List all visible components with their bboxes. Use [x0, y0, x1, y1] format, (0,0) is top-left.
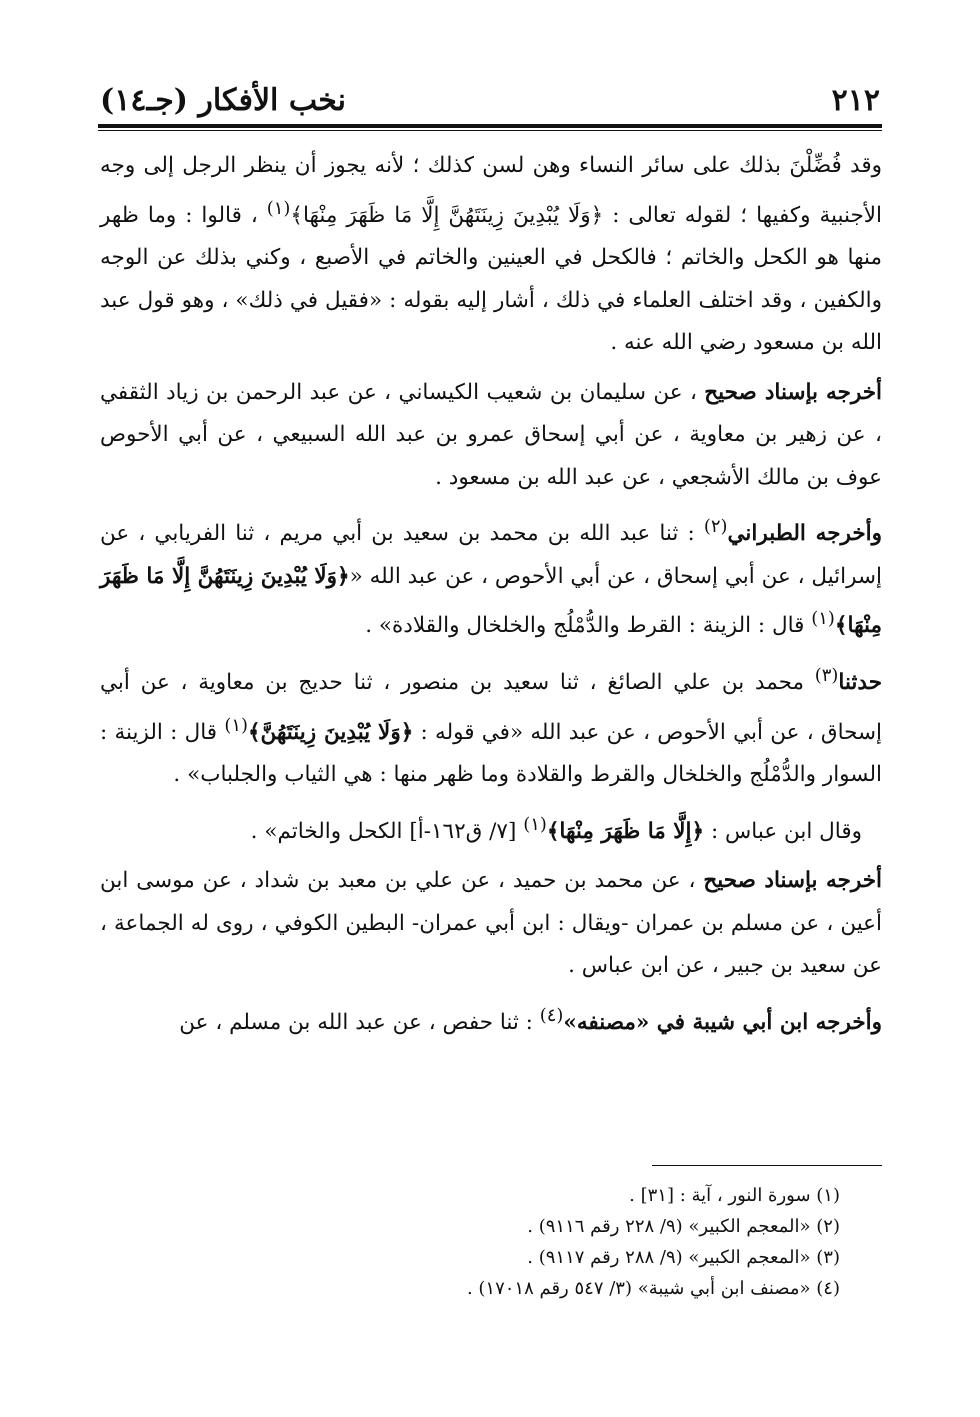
text-run: وقد فُضِّلْنَ بذلك على سائر النساء وهن لسن كذلك ؛ لأنه يجوز أن ينظر الرجل إلى وجه الأجنبية وكفيها ؛ لقوله تعالى : ﴿وَلَا يُبْدِينَ زِينَتَهُنَّ إِلَّا مَا ظَهَرَ مِنْهَا﴾ — [100, 153, 882, 228]
paragraph — [100, 804, 882, 854]
page-number: ٢١٢ — [831, 82, 880, 118]
text-run: : ثنا حفص ، عن عبد الله بن مسلم ، عن — [179, 1010, 540, 1036]
header-divider — [98, 124, 882, 131]
footnote-marker: (٣) — [814, 664, 839, 686]
footnotes — [100, 1180, 840, 1304]
text-run: قال : الزينة : السوار والدُّمْلُج والخلخال والقرط والقلادة وما ظهر منها : هي الثياب والجلباب» . — [100, 719, 882, 788]
paragraph — [100, 860, 882, 988]
bold-text: حدثنا — [838, 670, 882, 696]
text-run: محمد بن علي الصائغ ، ثنا سعيد بن منصور ، ثنا حديج بن معاوية ، عن أبي إسحاق ، عن أبي الأحوص ، عن عبد الله «في قوله : — [100, 670, 882, 745]
footnote-marker: (٤) — [539, 1004, 564, 1026]
footnote: (٣) «المعجم الكبير» (٩/ ٢٨٨ رقم ٩١١٧) . — [527, 1247, 840, 1268]
paragraph — [100, 655, 882, 797]
main-text — [100, 145, 882, 1052]
text-run: ، عن سليمان بن شعيب الكيساني ، عن عبد الرحمن بن زياد الثقفي ، عن زهير بن معاوية ، عن أبي إسحاق عمرو بن عبد الله السبيعي ، عن أبي الأحوص عوف بن مالك الأشجعي ، عن عبد الله بن مسعود . — [100, 379, 882, 490]
footnote: (١) سورة النور ، آية : [٣١] . — [629, 1185, 840, 1206]
bold-text: ﴿إِلَّا مَا ظَهَرَ مِنْهَا﴾ — [546, 818, 705, 844]
footnote-marker: (١) — [266, 197, 291, 219]
footnote-marker: (١) — [224, 714, 248, 736]
bold-text: وأخرجه الطبراني — [727, 521, 883, 547]
text-run: : ثنا عبد الله بن محمد بن سعيد بن أبي مريم ، ثنا الفريابي ، عن إسرائيل ، عن أبي إسحاق ، عن أبي الأحوص ، عن عبد الله « — [100, 521, 882, 589]
text-run: [٧/ ق١٦٢-أ] الكحل والخاتم» . — [250, 818, 524, 844]
bold-text: ﴿وَلَا يُبْدِينَ زِينَتَهُنَّ﴾ — [247, 719, 414, 745]
paragraph — [100, 145, 882, 365]
running-title: نخب الأفكار (جـ١٤) — [100, 82, 347, 118]
footnote-marker: (١) — [523, 813, 547, 835]
text-run: قال : الزينة : القرط والدُّمْلُج والخلخال والقلادة» . — [365, 613, 812, 639]
paragraph — [100, 372, 882, 500]
footnote-divider — [652, 1165, 882, 1166]
text-run: ، عن محمد بن حميد ، عن علي بن معبد بن شداد ، عن موسى ابن أعين ، عن مسلم بن عمران -ويقال : ابن أبي عمران- البطين الكوفي ، روى له الجماعة ، عن سعيد بن جبير ، عن ابن عباس . — [100, 868, 882, 979]
bold-text: أخرجه بإسناد صحيح — [704, 379, 883, 405]
running-header — [100, 80, 880, 120]
text-run: ، قالوا : وما ظهر منها هو الكحل والخاتم ؛ فالكحل في العينين والخاتم في الأصبع ، وكني بذلك عن الوجه والكفين ، وقد اختلف العلماء في ذلك ، أشار إليه بقوله : «فقيل في ذلك» ، وهو قول عبد الله بن مسعود رضي الله عنه . — [100, 202, 882, 356]
footnote: (٢) «المعجم الكبير» (٩/ ٢٢٨ رقم ٩١١٦) . — [527, 1216, 840, 1237]
footnote-marker: (٢) — [703, 516, 728, 538]
paragraph — [100, 506, 882, 648]
bold-text: وأخرجه ابن أبي شيبة في «مصنفه» — [563, 1010, 882, 1036]
footnote: (٤) «مصنف ابن أبي شيبة» (٣/ ٥٤٧ رقم ١٧٠١٨) . — [466, 1278, 840, 1299]
footnote-marker: (١) — [811, 608, 835, 630]
bold-text: ﴿وَلَا يُبْدِينَ زِينَتَهُنَّ إِلَّا مَا ظَهَرَ مِنْهَا﴾ — [100, 563, 882, 639]
text-run: وقال ابن عباس : — [704, 818, 862, 844]
paragraph — [100, 995, 882, 1045]
bold-text: أخرجه بإسناد صحيح — [703, 868, 883, 894]
